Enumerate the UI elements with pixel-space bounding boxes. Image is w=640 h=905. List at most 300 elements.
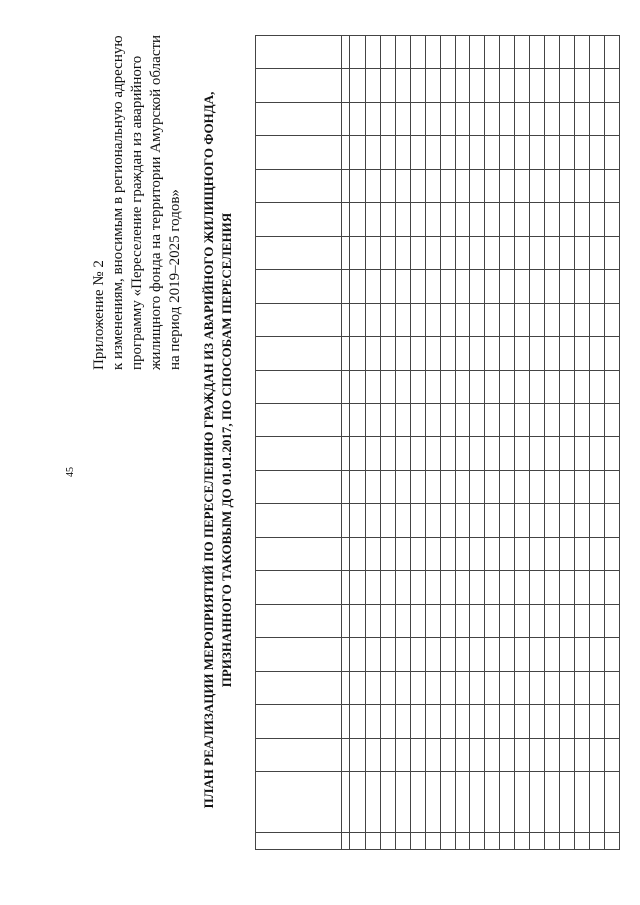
- table-cell: [365, 638, 380, 671]
- table-cell: [349, 705, 365, 738]
- table-cell: [455, 69, 470, 102]
- table-cell: [485, 102, 500, 135]
- table-cell: [256, 69, 342, 102]
- table-cell: [410, 705, 425, 738]
- table-cell: [380, 303, 395, 336]
- table-cell: [365, 69, 380, 102]
- table-cell: [500, 537, 515, 570]
- table-cell: [410, 537, 425, 570]
- table-cell: [560, 203, 575, 236]
- table-cell: [380, 270, 395, 303]
- table-cell: [349, 36, 365, 69]
- table-cell: [485, 69, 500, 102]
- table-cell: [589, 270, 604, 303]
- table-cell: [470, 404, 485, 437]
- table-cell: [256, 705, 342, 738]
- table-cell: [575, 638, 590, 671]
- table-cell: [342, 169, 349, 202]
- table-cell: [455, 370, 470, 403]
- table-cell: [515, 738, 530, 771]
- table-cell: [589, 337, 604, 370]
- table-cell: [500, 437, 515, 470]
- table-cell: [365, 337, 380, 370]
- table-cell: [395, 571, 410, 604]
- table-cell: [410, 203, 425, 236]
- table-cell: [575, 571, 590, 604]
- table-cell: [425, 671, 440, 704]
- table-cell: [440, 738, 455, 771]
- table-cell: [380, 370, 395, 403]
- table-cell: [395, 203, 410, 236]
- table-cell: [440, 69, 455, 102]
- table-cell: [500, 404, 515, 437]
- table-cell: [560, 270, 575, 303]
- table-cell: [380, 69, 395, 102]
- table-cell: [425, 470, 440, 503]
- table-cell: [342, 337, 349, 370]
- table-cell: [365, 169, 380, 202]
- table-cell: [470, 136, 485, 169]
- table-cell: [425, 370, 440, 403]
- table-row: [410, 36, 425, 850]
- table-cell: [575, 604, 590, 637]
- table-cell: [589, 604, 604, 637]
- table-cell: [589, 705, 604, 738]
- table-cell: [395, 772, 410, 833]
- table-row: [395, 36, 410, 850]
- table-cell: [256, 504, 342, 537]
- table-cell: [560, 638, 575, 671]
- table-cell: [545, 833, 560, 850]
- table-cell: [515, 404, 530, 437]
- table-cell: [560, 370, 575, 403]
- table-cell: [440, 337, 455, 370]
- table-cell: [530, 671, 545, 704]
- table-cell: [410, 270, 425, 303]
- table-cell: [410, 833, 425, 850]
- table-cell: [256, 337, 342, 370]
- table-cell: [256, 671, 342, 704]
- table-cell: [515, 136, 530, 169]
- table-cell: [349, 738, 365, 771]
- table-cell: [455, 404, 470, 437]
- table-cell: [395, 470, 410, 503]
- table-cell: [485, 638, 500, 671]
- table-cell: [365, 270, 380, 303]
- table-cell: [425, 571, 440, 604]
- table-cell: [515, 270, 530, 303]
- table-cell: [425, 69, 440, 102]
- table-cell: [545, 69, 560, 102]
- table-header-row: [256, 36, 342, 850]
- table-cell: [560, 705, 575, 738]
- table-cell: [530, 203, 545, 236]
- table-cell: [342, 604, 349, 637]
- table-cell: [589, 236, 604, 269]
- table-cell: [342, 437, 349, 470]
- table-cell: [455, 504, 470, 537]
- table-cell: [560, 169, 575, 202]
- table-cell: [440, 370, 455, 403]
- table-cell: [575, 69, 590, 102]
- table-cell: [485, 671, 500, 704]
- table-cell: [530, 537, 545, 570]
- table-cell: [349, 69, 365, 102]
- table-cell: [545, 738, 560, 771]
- table-cell: [395, 303, 410, 336]
- table-cell: [349, 203, 365, 236]
- table-cell: [604, 36, 619, 69]
- table-row: [500, 36, 515, 850]
- table-cell: [365, 705, 380, 738]
- table-cell: [560, 136, 575, 169]
- table-cell: [395, 504, 410, 537]
- table-cell: [530, 303, 545, 336]
- table-cell: [349, 571, 365, 604]
- table-cell: [485, 370, 500, 403]
- table-cell: [395, 69, 410, 102]
- table-cell: [575, 437, 590, 470]
- table-row: [455, 36, 470, 850]
- table-cell: [545, 404, 560, 437]
- table-cell: [485, 270, 500, 303]
- table-cell: [440, 470, 455, 503]
- table-cell: [349, 833, 365, 850]
- table-cell: [410, 69, 425, 102]
- table-cell: [455, 169, 470, 202]
- table-cell: [395, 236, 410, 269]
- table-cell: [589, 102, 604, 135]
- table-cell: [515, 69, 530, 102]
- table-cell: [425, 705, 440, 738]
- table-cell: [455, 270, 470, 303]
- table-cell: [395, 437, 410, 470]
- table-cell: [425, 404, 440, 437]
- table-cell: [515, 833, 530, 850]
- table-row: [530, 36, 545, 850]
- table-cell: [485, 404, 500, 437]
- appendix-caption: [90, 30, 185, 370]
- table-cell: [470, 504, 485, 537]
- table-cell: [256, 772, 342, 833]
- table-cell: [440, 638, 455, 671]
- table-cell: [425, 833, 440, 850]
- table-cell: [545, 303, 560, 336]
- table-cell: [349, 370, 365, 403]
- table-cell: [470, 604, 485, 637]
- table-cell: [604, 303, 619, 336]
- table-cell: [500, 203, 515, 236]
- table-cell: [380, 705, 395, 738]
- table-cell: [470, 833, 485, 850]
- table-cell: [560, 772, 575, 833]
- table-cell: [515, 169, 530, 202]
- table-cell: [425, 270, 440, 303]
- table-cell: [342, 705, 349, 738]
- table-cell: [455, 470, 470, 503]
- table-cell: [256, 36, 342, 69]
- table-cell: [500, 604, 515, 637]
- table-cell: [440, 537, 455, 570]
- table-cell: [575, 303, 590, 336]
- table-cell: [395, 705, 410, 738]
- table-cell: [380, 571, 395, 604]
- table-cell: [410, 370, 425, 403]
- table-cell: [515, 537, 530, 570]
- table-cell: [560, 337, 575, 370]
- table-cell: [395, 337, 410, 370]
- table-cell: [342, 833, 349, 850]
- table-cell: [604, 537, 619, 570]
- table-cell: [515, 337, 530, 370]
- table-cell: [425, 337, 440, 370]
- table-cell: [349, 671, 365, 704]
- table-cell: [349, 136, 365, 169]
- table-row: [560, 36, 575, 850]
- table-cell: [485, 604, 500, 637]
- table-cell: [500, 638, 515, 671]
- table-cell: [470, 671, 485, 704]
- table-cell: [425, 203, 440, 236]
- table-cell: [515, 772, 530, 833]
- table-cell: [545, 270, 560, 303]
- table-cell: [470, 102, 485, 135]
- table-cell: [515, 303, 530, 336]
- table-cell: [455, 537, 470, 570]
- table-cell: [545, 337, 560, 370]
- table-cell: [604, 671, 619, 704]
- table-cell: [604, 571, 619, 604]
- table-cell: [342, 404, 349, 437]
- table-cell: [560, 36, 575, 69]
- table-cell: [365, 504, 380, 537]
- table-cell: [440, 705, 455, 738]
- table-cell: [560, 303, 575, 336]
- table-cell: [530, 102, 545, 135]
- table-cell: [530, 604, 545, 637]
- table-cell: [425, 36, 440, 69]
- table-cell: [256, 638, 342, 671]
- table-cell: [500, 571, 515, 604]
- table-cell: [500, 270, 515, 303]
- table-cell: [440, 303, 455, 336]
- table-cell: [395, 36, 410, 69]
- table-cell: [256, 404, 342, 437]
- table-cell: [349, 404, 365, 437]
- table-cell: [342, 638, 349, 671]
- table-cell: [365, 236, 380, 269]
- table-cell: [604, 337, 619, 370]
- table-cell: [530, 136, 545, 169]
- table-total-row: [349, 36, 365, 850]
- table-cell: [425, 136, 440, 169]
- table-cell: [500, 337, 515, 370]
- table-cell: [395, 604, 410, 637]
- table-cell: [349, 638, 365, 671]
- table-cell: [575, 236, 590, 269]
- table-cell: [410, 470, 425, 503]
- table-cell: [515, 470, 530, 503]
- table-cell: [440, 169, 455, 202]
- table-row: [380, 36, 395, 850]
- table-cell: [500, 705, 515, 738]
- table-cell: [342, 303, 349, 336]
- table-cell: [455, 604, 470, 637]
- table-cell: [380, 437, 395, 470]
- table-cell: [575, 504, 590, 537]
- table-cell: [560, 404, 575, 437]
- table-cell: [256, 370, 342, 403]
- table-cell: [560, 69, 575, 102]
- table-cell: [410, 671, 425, 704]
- table-cell: [425, 303, 440, 336]
- table-cell: [515, 370, 530, 403]
- table-cell: [342, 537, 349, 570]
- table-cell: [604, 203, 619, 236]
- table-cell: [256, 833, 342, 850]
- table-cell: [485, 437, 500, 470]
- table-cell: [575, 537, 590, 570]
- table-cell: [365, 833, 380, 850]
- table-cell: [395, 102, 410, 135]
- table-cell: [589, 136, 604, 169]
- table-cell: [365, 437, 380, 470]
- table-cell: [545, 36, 560, 69]
- table-cell: [604, 604, 619, 637]
- table-cell: [342, 504, 349, 537]
- table-cell: [530, 705, 545, 738]
- table-cell: [485, 504, 500, 537]
- table-cell: [560, 437, 575, 470]
- table-cell: [470, 236, 485, 269]
- table-cell: [380, 604, 395, 637]
- table-cell: [410, 604, 425, 637]
- table-cell: [485, 36, 500, 69]
- table-cell: [530, 337, 545, 370]
- table-cell: [589, 69, 604, 102]
- table-cell: [455, 102, 470, 135]
- table-cell: [575, 738, 590, 771]
- table-cell: [395, 404, 410, 437]
- table-cell: [604, 705, 619, 738]
- table-cell: [256, 136, 342, 169]
- table-cell: [470, 738, 485, 771]
- table-cell: [589, 203, 604, 236]
- table-cell: [485, 772, 500, 833]
- table-cell: [380, 671, 395, 704]
- table-cell: [545, 671, 560, 704]
- table-cell: [380, 638, 395, 671]
- table-cell: [589, 671, 604, 704]
- table-cell: [500, 370, 515, 403]
- table-cell: [365, 36, 380, 69]
- table-cell: [440, 36, 455, 69]
- table-cell: [440, 102, 455, 135]
- table-cell: [256, 169, 342, 202]
- table-cell: [500, 136, 515, 169]
- table-cell: [395, 738, 410, 771]
- table-cell: [560, 671, 575, 704]
- table-cell: [455, 303, 470, 336]
- table-cell: [380, 504, 395, 537]
- table-cell: [589, 738, 604, 771]
- table-cell: [256, 437, 342, 470]
- table-cell: [575, 102, 590, 135]
- table-cell: [545, 370, 560, 403]
- table-cell: [342, 738, 349, 771]
- plan-title: [200, 55, 236, 845]
- table-cell: [575, 169, 590, 202]
- table-cell: [530, 404, 545, 437]
- table-column-number-row: [342, 36, 349, 850]
- table-cell: [395, 136, 410, 169]
- table-cell: [515, 236, 530, 269]
- table-cell: [256, 303, 342, 336]
- table-cell: [500, 102, 515, 135]
- table-cell: [485, 738, 500, 771]
- table-cell: [515, 705, 530, 738]
- table-cell: [604, 236, 619, 269]
- appendix-line: на период 2019–2025 годов»: [167, 189, 183, 370]
- table-cell: [455, 671, 470, 704]
- table-cell: [395, 638, 410, 671]
- table-cell: [575, 270, 590, 303]
- table-cell: [455, 236, 470, 269]
- table-cell: [560, 470, 575, 503]
- table-cell: [560, 738, 575, 771]
- table-cell: [440, 136, 455, 169]
- plan-title-line: ПЛАН РЕАЛИЗАЦИИ МЕРОПРИЯТИЙ ПО ПЕРЕСЕЛЕНИЮ ГРАЖДАН ИЗ АВАРИЙНОГО ЖИЛИЩНОГО ФОНДА,: [201, 91, 216, 809]
- table-cell: [410, 638, 425, 671]
- table-cell: [342, 270, 349, 303]
- table-cell: [342, 671, 349, 704]
- table-cell: [575, 203, 590, 236]
- table-cell: [395, 671, 410, 704]
- table-cell: [395, 370, 410, 403]
- table-cell: [342, 69, 349, 102]
- table-cell: [589, 571, 604, 604]
- table-cell: [380, 537, 395, 570]
- table-cell: [365, 738, 380, 771]
- table-cell: [545, 504, 560, 537]
- table-cell: [604, 169, 619, 202]
- table-cell: [425, 604, 440, 637]
- table-cell: [485, 136, 500, 169]
- table-cell: [349, 470, 365, 503]
- table-cell: [560, 537, 575, 570]
- table-cell: [365, 470, 380, 503]
- table-cell: [545, 705, 560, 738]
- table-cell: [560, 833, 575, 850]
- table-cell: [500, 671, 515, 704]
- table-row: [425, 36, 440, 850]
- table-cell: [589, 833, 604, 850]
- table-cell: [575, 671, 590, 704]
- table-cell: [530, 504, 545, 537]
- table-cell: [349, 537, 365, 570]
- table-row: [515, 36, 530, 850]
- table-cell: [256, 571, 342, 604]
- table-cell: [470, 470, 485, 503]
- table-cell: [589, 303, 604, 336]
- table-row: [485, 36, 500, 850]
- table-cell: [455, 738, 470, 771]
- appendix-line: программу «Переселение граждан из аварийного: [129, 55, 145, 370]
- table-cell: [380, 102, 395, 135]
- table-cell: [589, 169, 604, 202]
- table-cell: [455, 833, 470, 850]
- table-cell: [380, 738, 395, 771]
